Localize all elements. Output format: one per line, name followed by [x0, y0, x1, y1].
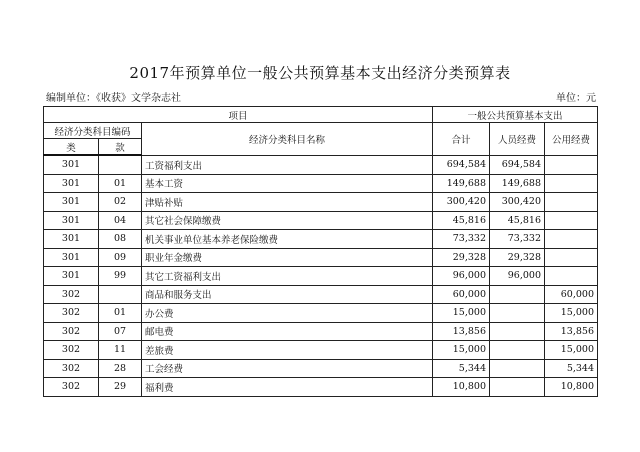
cell-name: 工会经费 — [142, 359, 433, 378]
header-personnel: 人员经费 — [490, 123, 545, 156]
cell-category: 301 — [44, 230, 99, 249]
cell-total: 73,332 — [433, 230, 490, 249]
cell-category: 302 — [44, 322, 99, 341]
cell-total: 10,800 — [433, 378, 490, 397]
cell-public: 5,344 — [545, 359, 598, 378]
cell-personnel: 29,328 — [490, 248, 545, 267]
cell-item: 07 — [99, 322, 142, 341]
cell-personnel — [490, 322, 545, 341]
cell-name: 办公费 — [142, 304, 433, 323]
cell-name: 机关事业单位基本养老保险缴费 — [142, 230, 433, 249]
cell-name: 其它社会保障缴费 — [142, 211, 433, 230]
currency-unit-label: 单位：元 — [556, 93, 596, 104]
cell-personnel — [490, 304, 545, 323]
table-row — [44, 378, 598, 397]
table-row — [44, 285, 598, 304]
cell-personnel: 73,332 — [490, 230, 545, 249]
cell-personnel — [490, 378, 545, 397]
header-name: 经济分类科目名称 — [142, 123, 433, 156]
table-row — [44, 248, 598, 267]
table-row — [44, 304, 598, 323]
cell-name: 津贴补贴 — [142, 193, 433, 212]
header-total: 合计 — [433, 123, 490, 156]
cell-name: 职业年金缴费 — [142, 248, 433, 267]
cell-public: 15,000 — [545, 341, 598, 360]
cell-item: 02 — [99, 193, 142, 212]
cell-total: 29,328 — [433, 248, 490, 267]
cell-item: 29 — [99, 378, 142, 397]
header-project: 项目 — [44, 107, 433, 123]
cell-item: 99 — [99, 267, 142, 286]
cell-item: 04 — [99, 211, 142, 230]
cell-name: 工资福利支出 — [142, 155, 433, 174]
cell-item — [99, 285, 142, 304]
cell-public — [545, 248, 598, 267]
cell-personnel: 45,816 — [490, 211, 545, 230]
table-row — [44, 155, 598, 174]
cell-personnel: 96,000 — [490, 267, 545, 286]
page-title: 2017年预算单位一般公共预算基本支出经济分类预算表 — [129, 64, 511, 82]
table-row — [44, 230, 598, 249]
cell-public: 15,000 — [545, 304, 598, 323]
table-row — [44, 341, 598, 360]
cell-name: 差旅费 — [142, 341, 433, 360]
cell-item: 11 — [99, 341, 142, 360]
cell-category: 302 — [44, 341, 99, 360]
cell-item: 01 — [99, 174, 142, 193]
cell-public: 13,856 — [545, 322, 598, 341]
cell-personnel: 300,420 — [490, 193, 545, 212]
header-category: 类 — [44, 139, 99, 156]
cell-category: 301 — [44, 174, 99, 193]
cell-personnel — [490, 359, 545, 378]
cell-item: 01 — [99, 304, 142, 323]
cell-total: 45,816 — [433, 211, 490, 230]
cell-category: 302 — [44, 285, 99, 304]
cell-total: 15,000 — [433, 341, 490, 360]
header-budget: 一般公共预算基本支出 — [433, 107, 598, 123]
cell-total: 300,420 — [433, 193, 490, 212]
cell-category: 302 — [44, 359, 99, 378]
header-code: 经济分类科目编码 — [44, 123, 142, 139]
cell-name: 商品和服务支出 — [142, 285, 433, 304]
cell-name: 基本工资 — [142, 174, 433, 193]
cell-personnel — [490, 341, 545, 360]
cell-personnel: 149,688 — [490, 174, 545, 193]
table-row — [44, 193, 598, 212]
cell-category: 302 — [44, 378, 99, 397]
table-row — [44, 322, 598, 341]
table-row — [44, 174, 598, 193]
cell-total: 15,000 — [433, 304, 490, 323]
cell-item — [99, 155, 142, 174]
cell-category: 301 — [44, 211, 99, 230]
cell-public — [545, 211, 598, 230]
table-row — [44, 211, 598, 230]
header-public: 公用经费 — [545, 123, 598, 156]
cell-total: 13,856 — [433, 322, 490, 341]
header-item: 款 — [99, 139, 142, 156]
cell-personnel — [490, 285, 545, 304]
cell-category: 301 — [44, 267, 99, 286]
cell-public — [545, 193, 598, 212]
cell-public — [545, 155, 598, 174]
cell-public — [545, 267, 598, 286]
cell-name: 其它工资福利支出 — [142, 267, 433, 286]
cell-public — [545, 174, 598, 193]
cell-total: 60,000 — [433, 285, 490, 304]
table-row — [44, 267, 598, 286]
cell-public — [545, 230, 598, 249]
cell-total: 96,000 — [433, 267, 490, 286]
cell-total: 694,584 — [433, 155, 490, 174]
cell-public: 60,000 — [545, 285, 598, 304]
budget-table — [43, 106, 598, 397]
cell-item: 09 — [99, 248, 142, 267]
cell-category: 301 — [44, 248, 99, 267]
cell-total: 149,688 — [433, 174, 490, 193]
cell-name: 邮电费 — [142, 322, 433, 341]
table-row — [44, 359, 598, 378]
cell-name: 福利费 — [142, 378, 433, 397]
cell-category: 301 — [44, 155, 99, 174]
cell-public: 10,800 — [545, 378, 598, 397]
cell-item: 08 — [99, 230, 142, 249]
unit-name-label: 编制单位：《收获》文学杂志社 — [46, 93, 181, 104]
cell-item: 28 — [99, 359, 142, 378]
cell-category: 302 — [44, 304, 99, 323]
cell-category: 301 — [44, 193, 99, 212]
cell-personnel: 694,584 — [490, 155, 545, 174]
cell-total: 5,344 — [433, 359, 490, 378]
